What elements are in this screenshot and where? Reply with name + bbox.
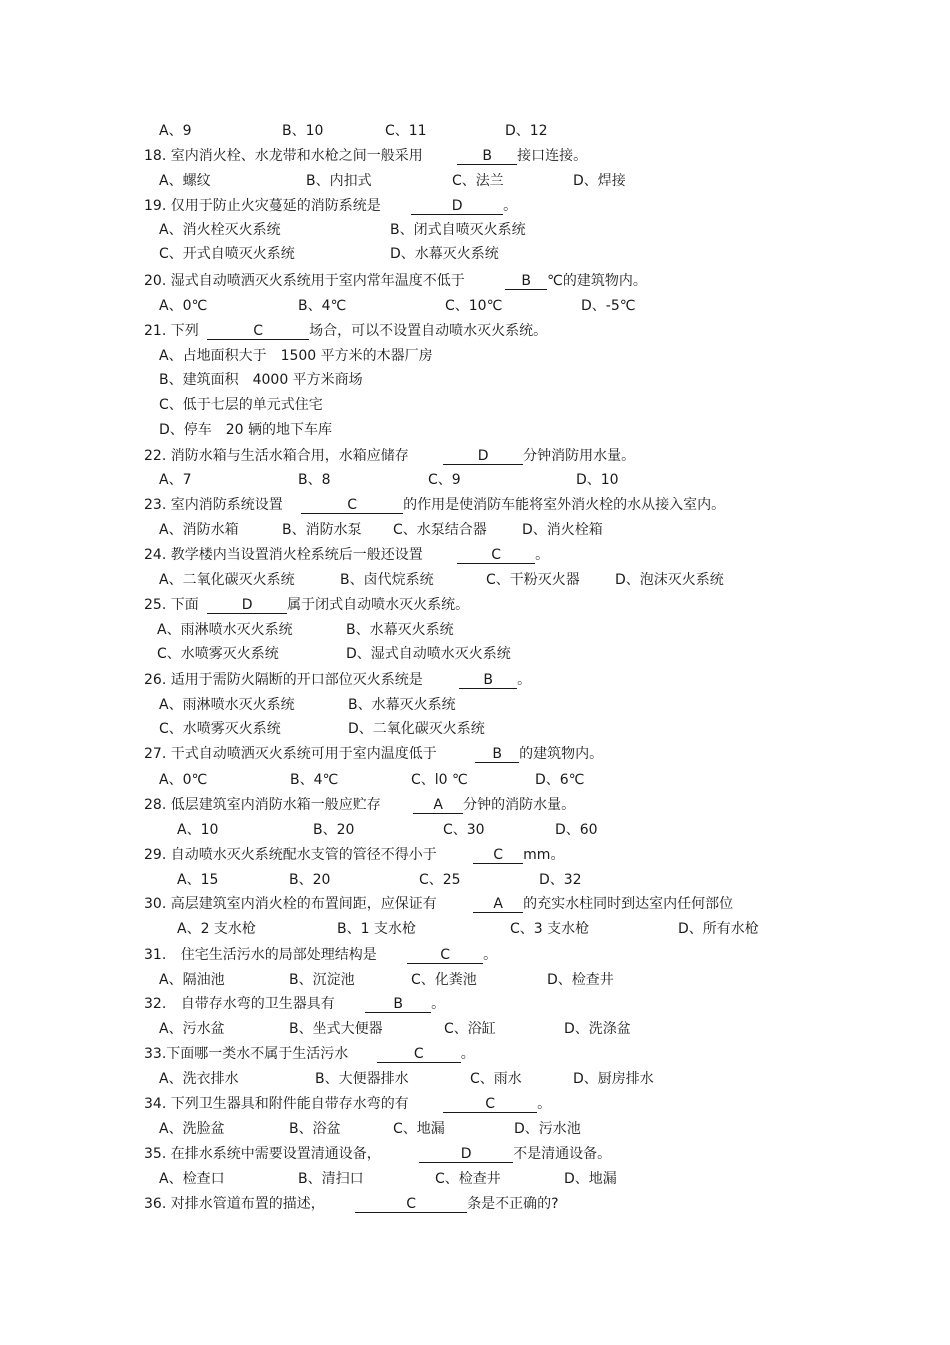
q22-option-b: B、8 <box>298 472 331 488</box>
question-text: 下列卫生器具和附件能自带存水弯的有 <box>170 1096 409 1112</box>
question-number: 31. <box>144 947 167 963</box>
q29-option-c: C、25 <box>419 872 461 888</box>
question-number: 18. <box>144 148 167 164</box>
answer-blank: C <box>443 1097 537 1113</box>
answer-blank: A <box>413 798 463 814</box>
q20-option-d: D、-5℃ <box>581 298 636 314</box>
q20-option-a: A、0℃ <box>159 298 208 314</box>
question-text: 在排水系统中需要设置清通设备， <box>170 1146 381 1162</box>
q19-option-b: B、闭式自喷灭火系统 <box>390 222 526 238</box>
q21-option-a: A、占地面积大于 1500 平方米的木器厂房 <box>159 348 433 364</box>
question-text: 下列 <box>170 323 199 339</box>
question-text-end: 属于闭式自动喷水灭火系统。 <box>287 597 470 613</box>
q26-option-d: D、二氧化碳灭火系统 <box>348 721 485 737</box>
question-text: 室内消火栓、水龙带和水枪之间一般采用 <box>170 148 423 164</box>
question-text-end: mm。 <box>523 847 565 863</box>
q18-option-d: D、焊接 <box>573 173 626 189</box>
q35-option-a: A、检查口 <box>159 1171 225 1187</box>
q27-option-a: A、0℃ <box>159 772 208 788</box>
question-text-end: 场合，可以不设置自动喷水灭火系统。 <box>309 323 548 339</box>
q22-stem <box>144 447 635 465</box>
question-text: 低层建筑室内消防水箱一般应贮存 <box>170 797 381 813</box>
q30-option-d: D、所有水枪 <box>678 921 759 937</box>
answer-blank: B <box>475 747 519 763</box>
q35-option-c: C、检查井 <box>435 1171 501 1187</box>
q30-stem <box>144 895 733 913</box>
question-number: 28. <box>144 797 167 813</box>
q27-option-d: D、6℃ <box>535 772 585 788</box>
q33-option-d: D、厨房排水 <box>573 1071 654 1087</box>
answer-blank: C <box>457 548 535 564</box>
q23-option-c: C、水泵结合器 <box>393 522 487 538</box>
question-number: 35. <box>144 1146 167 1162</box>
question-text-end: 。 <box>460 1046 475 1062</box>
q28-option-c: C、30 <box>443 822 485 838</box>
question-text-end: 。 <box>503 198 518 214</box>
q20-stem <box>144 272 647 290</box>
q24-option-b: B、卤代烷系统 <box>340 572 434 588</box>
question-text-end: 。 <box>431 996 446 1012</box>
q29-option-b: B、20 <box>289 872 331 888</box>
q36-stem <box>144 1195 559 1213</box>
answer-blank: C <box>407 948 483 964</box>
q34-option-c: C、地漏 <box>393 1121 445 1137</box>
q21-option-d: D、停车 20 辆的地下车库 <box>159 422 333 438</box>
question-text-end: 分钟消防用水量。 <box>523 448 636 464</box>
answer-blank: C <box>473 848 523 864</box>
q33-option-b: B、大便器排水 <box>315 1071 409 1087</box>
question-text-end: 的作用是使消防车能将室外消火栓的水从接入室内。 <box>403 497 726 513</box>
q32-stem <box>144 995 445 1013</box>
question-text: 室内消防系统设置 <box>170 497 283 513</box>
answer-blank: B <box>459 673 517 689</box>
q30-option-a: A、2 支水枪 <box>177 921 256 937</box>
q22-option-c: C、9 <box>428 472 461 488</box>
q28-option-a: A、10 <box>177 822 219 838</box>
question-text: 干式自动喷洒灭火系统可用于室内温度低于 <box>170 746 437 762</box>
q31-option-b: B、沉淀池 <box>289 972 355 988</box>
q29-stem <box>144 846 564 864</box>
question-text-end: 。 <box>483 947 498 963</box>
question-text: 适用于需防火隔断的开口部位灭火系统是 <box>170 672 423 688</box>
q25-option-b: B、水幕灭火系统 <box>346 622 454 638</box>
q27-stem <box>144 745 603 763</box>
q17-option-d: D、12 <box>505 123 548 139</box>
q18-stem <box>144 147 587 165</box>
question-number: 19. <box>144 198 167 214</box>
q25-option-c: C、水喷雾灭火系统 <box>157 646 279 662</box>
question-text-end: ℃的建筑物内。 <box>547 273 647 289</box>
question-number: 23. <box>144 497 167 513</box>
question-text: 下面哪一类水不属于生活污水 <box>166 1046 349 1062</box>
q30-option-b: B、1 支水枪 <box>337 921 416 937</box>
q17-option-c: C、11 <box>385 123 427 139</box>
q26-option-c: C、水喷雾灭火系统 <box>159 721 281 737</box>
q26-option-b: B、水幕灭火系统 <box>348 697 456 713</box>
question-text: 仅用于防止火灾蔓延的消防系统是 <box>170 198 381 214</box>
question-text-end: 接口连接。 <box>517 148 588 164</box>
question-number: 24. <box>144 547 167 563</box>
q18-option-c: C、法兰 <box>452 173 504 189</box>
q28-stem <box>144 796 575 814</box>
q18-option-a: A、螺纹 <box>159 173 211 189</box>
question-text: 湿式自动喷洒灭火系统用于室内常年温度不低于 <box>170 273 465 289</box>
q34-option-b: B、浴盆 <box>289 1121 341 1137</box>
question-number: 29. <box>144 847 167 863</box>
q31-option-d: D、检查井 <box>547 972 614 988</box>
q23-option-a: A、消防水箱 <box>159 522 239 538</box>
q25-stem <box>144 596 469 614</box>
q31-stem <box>144 946 497 964</box>
q24-option-c: C、干粉灭火器 <box>486 572 580 588</box>
q19-option-c: C、开式自喷灭火系统 <box>159 246 295 262</box>
q28-option-b: B、20 <box>313 822 355 838</box>
q34-option-d: D、污水池 <box>514 1121 581 1137</box>
q32-option-a: A、污水盆 <box>159 1021 225 1037</box>
answer-blank: B <box>505 274 547 290</box>
q32-option-d: D、洗涤盆 <box>564 1021 631 1037</box>
q19-option-a: A、消火栓灭火系统 <box>159 222 281 238</box>
q24-option-a: A、二氧化碳灭火系统 <box>159 572 295 588</box>
q21-option-b: B、建筑面积 4000 平方米商场 <box>159 372 363 388</box>
q19-stem <box>144 197 517 215</box>
q31-option-a: A、隔油池 <box>159 972 225 988</box>
q19-option-d: D、水幕灭火系统 <box>390 246 499 262</box>
question-number: 27. <box>144 746 167 762</box>
q20-option-c: C、10℃ <box>445 298 503 314</box>
answer-blank: D <box>443 449 523 465</box>
q18-option-b: B、内扣式 <box>306 173 372 189</box>
q23-stem <box>144 496 725 514</box>
q22-option-a: A、7 <box>159 472 192 488</box>
q23-option-d: D、消火栓箱 <box>522 522 603 538</box>
q20-option-b: B、4℃ <box>298 298 347 314</box>
q32-option-b: B、坐式大便器 <box>289 1021 383 1037</box>
question-text-end: 。 <box>517 672 532 688</box>
q23-option-b: B、消防水泵 <box>282 522 362 538</box>
q33-stem <box>144 1045 475 1063</box>
question-number: 20. <box>144 273 167 289</box>
question-number: 21. <box>144 323 167 339</box>
q33-option-a: A、洗衣排水 <box>159 1071 239 1087</box>
q34-stem <box>144 1095 551 1113</box>
question-text: 下面 <box>170 597 199 613</box>
answer-blank: A <box>473 897 523 913</box>
answer-blank: D <box>419 1147 513 1163</box>
question-text: 对排水管道布置的描述， <box>170 1196 325 1212</box>
q28-option-d: D、60 <box>555 822 598 838</box>
question-text: 消防水箱与生活水箱合用，水箱应储存 <box>170 448 409 464</box>
question-number: 26. <box>144 672 167 688</box>
q29-option-d: D、32 <box>539 872 582 888</box>
q35-option-b: B、清扫口 <box>298 1171 364 1187</box>
q29-option-a: A、15 <box>177 872 219 888</box>
q24-stem <box>144 546 549 564</box>
answer-blank: C <box>355 1197 467 1213</box>
answer-blank: C <box>301 498 403 514</box>
answer-blank: D <box>411 199 503 215</box>
question-number: 34. <box>144 1096 167 1112</box>
question-text-end: 分钟的消防水量。 <box>463 797 576 813</box>
answer-blank: D <box>207 598 287 614</box>
answer-blank: B <box>365 997 431 1013</box>
q17-option-b: B、10 <box>282 123 324 139</box>
question-text: 自带存水弯的卫生器具有 <box>180 996 335 1012</box>
q33-option-c: C、雨水 <box>470 1071 522 1087</box>
q26-option-a: A、雨淋喷水灭火系统 <box>159 697 295 713</box>
q22-option-d: D、10 <box>576 472 619 488</box>
question-number: 25. <box>144 597 167 613</box>
question-number: 36. <box>144 1196 167 1212</box>
question-text-end: 的建筑物内。 <box>519 746 604 762</box>
question-number: 33. <box>144 1046 167 1062</box>
question-text-end: 不是清通设备。 <box>513 1146 612 1162</box>
question-text-end: 的充实水柱同时到达室内任何部位 <box>523 896 734 912</box>
question-text: 教学楼内当设置消火栓系统后一般还设置 <box>170 547 423 563</box>
answer-blank: C <box>207 324 309 340</box>
q27-option-c: C、l0 ℃ <box>411 772 468 788</box>
q25-option-a: A、雨淋喷水灭火系统 <box>157 622 293 638</box>
q35-stem <box>144 1145 611 1163</box>
question-text-end: 。 <box>535 547 550 563</box>
question-text: 高层建筑室内消火栓的布置间距，应保证有 <box>170 896 437 912</box>
question-number: 32. <box>144 996 167 1012</box>
q35-option-d: D、地漏 <box>564 1171 617 1187</box>
question-number: 22. <box>144 448 167 464</box>
question-number: 30. <box>144 896 167 912</box>
answer-blank: B <box>457 149 517 165</box>
q25-option-d: D、湿式自动喷水灭火系统 <box>346 646 511 662</box>
q26-stem <box>144 671 531 689</box>
question-text-end: 条是不正确的? <box>467 1196 559 1212</box>
q34-option-a: A、洗脸盆 <box>159 1121 225 1137</box>
q24-option-d: D、泡沫灭火系统 <box>615 572 724 588</box>
question-text: 住宅生活污水的局部处理结构是 <box>180 947 377 963</box>
answer-blank: C <box>377 1047 461 1063</box>
question-text-end: 。 <box>537 1096 552 1112</box>
q27-option-b: B、4℃ <box>290 772 339 788</box>
q30-option-c: C、3 支水枪 <box>510 921 590 937</box>
question-text: 自动喷水灭火系统配水支管的管径不得小于 <box>170 847 437 863</box>
q32-option-c: C、浴缸 <box>444 1021 496 1037</box>
q21-option-c: C、低于七层的单元式住宅 <box>159 397 323 413</box>
q21-stem <box>144 322 547 340</box>
q17-option-a: A、9 <box>159 123 192 139</box>
q31-option-c: C、化粪池 <box>411 972 477 988</box>
